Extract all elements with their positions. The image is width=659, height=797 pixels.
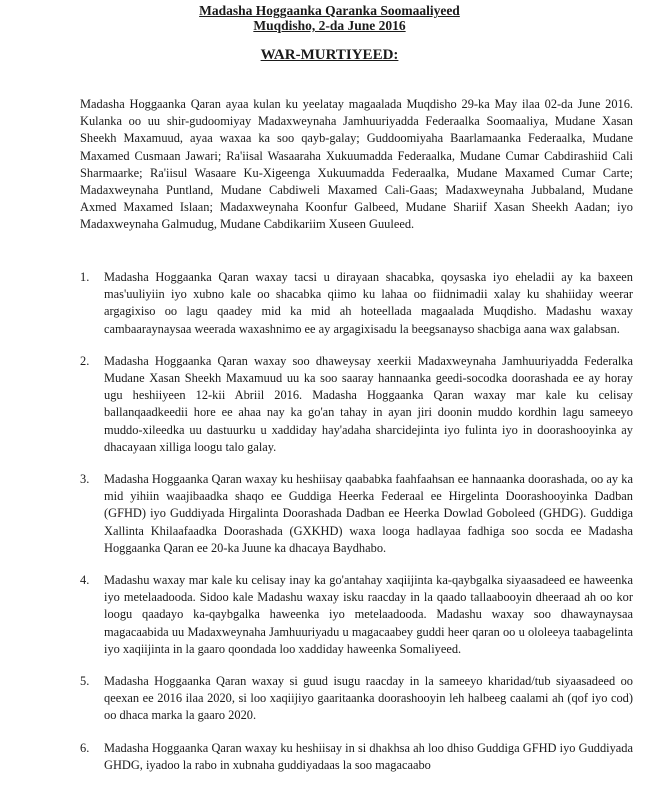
item-text: Madasha Hoggaanka Qaran waxay si guud isugu raacday in la sameeyo kharidad/tub siyaasadeed oo qeexan ee 2016 ilaa 2020, si loo xaqiijiyo gaaritaanka doorashooyin leh halbeeg caalami ah (qof iyo cod) oo dhaca marka la gaaro 2020. [104,674,633,723]
intro-paragraph: Madasha Hoggaanka Qaran ayaa kulan ku yeelatay magaalada Muqdisho 29-ka May ilaa 02-da June 2016. Kulanka oo uu shir-gudoomiyay Madaxweynaha Jamhuuriyadda Federaalka Soomaaliya, Mudane Xasan Sheekh Maxamuud, ayaa waxaa ka soo qayb-galay; Guddoomiyaha Baarlamaanka Federaalka, Mudane Maxamed Cusmaan Jawari; Ra'iisal Wasaaraha Xukuumadda Federaalka, Mudane Cumar Cabdirashiid Cali Sharmaarke; Ra'iisul Wasaare Ku-Xigeenga Xukuumadda Federaalka, Mudane Maxamed Cumar Carte; Madaxweynaha Puntland, Mudane Cabdiweli Maxamed Cali-Gaas; Madaxweynaha Jubbaland, Mudane Axmed Maxamed Islaan; Madaxweynaha Koonfur Galbeed, Mudane Shariif Xasan Sheekh Aadan; iyo Madaxweynaha Galmudug, Mudane Cabdikariim Xuseen Guuleed. [80,97,633,232]
organization-title: Madasha Hoggaanka Qaranka Soomaaliyeed [199,3,460,18]
list-item [80,673,633,725]
item-text: Madashu waxay mar kale ku celisay inay ka go'antahay xaqiijinta ka-qaybgalka siyaasadeed ee haweenka iyo metelaadooda. Sidoo kale Madashu waxay isku raacday in la qaado tallaabooyin dheeraad ah oo kor loogu qaadayo ka-qaybgalka haweenka iyo metelaadooda. Madashu waxay soo dhawaynaysaa magacaabida uu Madaxweynaha Jamhuuriyadu u magacaabey guddi heer qaran oo u ololeeya taabagelinta iyo xaqiijinta in la gaaro qoondada loo xaddiday haweenka Somaliyeed. [104,573,633,656]
item-number: 5. [80,674,90,689]
list-item [80,740,633,774]
list-item [80,353,633,456]
place-date-line: Muqdisho, 2-da June 2016 [253,18,406,33]
resolutions-list [80,269,633,774]
item-text: Madasha Hoggaanka Qaran waxay soo dhaweysay xeerkii Madaxweynaha Jamhuuriyadda Federalka Mudane Xasan Sheekh Maxamuud uu ka soo saaray hannaanka geedi-socodka doorashada ee ay horay ugu heshiiyeen 12-kii Abriil 2016. Madasha Hoggaanka Qaran waxay mar kale ku celisay ballanqaadkeedii hore ee ahaa nay ka go'an tahay in ayan jiri doonin muddo kordhin lagu sameeyo muddo-xileedka uu dastuurku u xaddiday hay'adaha sharcidejinta iyo fulinta iyo in doorashooyinka ay dhacayaan xilliga loogu talo galay. [104,353,633,454]
list-item [80,471,633,557]
document-title: WAR-MURTIYEED: [260,47,399,63]
item-number: 3. [80,472,90,487]
item-number: 4. [80,573,90,588]
item-number: 1. [80,270,90,284]
item-number: 2. [80,353,90,368]
item-text: Madasha Hoggaanka Qaran waxay ku heshiisay qaababka faahfaahsan ee hannaanka doorashada, oo ay ka mid yihiin waajibaadka shaqo ee Guddiga Heerka Federaal ee Hirgelinta Doorashooyinka Dadban (GFHD) iyo Guddiyada Hirgalinta Doorashada Dadban ee Heerka Dowlad Goboleed (GHDG). Guddiga Xallinta Khilaafaadka Doorashada (GXKHD) waxa looga hadlayaa fadhiga soo socda ee Madasha Hoggaanka Qaran ee 20-ka Juune ka dhacaya Baydhabo. [104,472,633,555]
list-item [80,269,633,338]
item-text: Madasha Hoggaanka Qaran waxay ku heshiisay in si dhakhsa ah loo dhiso Guddiga GFHD iyo Guddiyada GHDG, iyadoo la rabo in xubnaha guddiyadaas la soo magacaabo [104,740,633,772]
list-item [80,572,633,658]
item-text: Madasha Hoggaanka Qaran waxay tacsi u dirayaan shacabka, qoysaska iyo eheladii ay ka baxeen mas'uuliyiin iyo xubno kale oo shacabka qiimo ku lahaa oo fiidnimadii xalay ku shahiiday weerar argagixiso oo lagu qaadey mid ka mid ah hoteellada magaalada Muqdisho. Madashu waxay cambaaraynaysaa weerada waxashnimo ee ay argagixisadu la beegsanayso shacbiga aana wax galabsan. [104,270,633,336]
item-number: 6. [80,740,90,755]
